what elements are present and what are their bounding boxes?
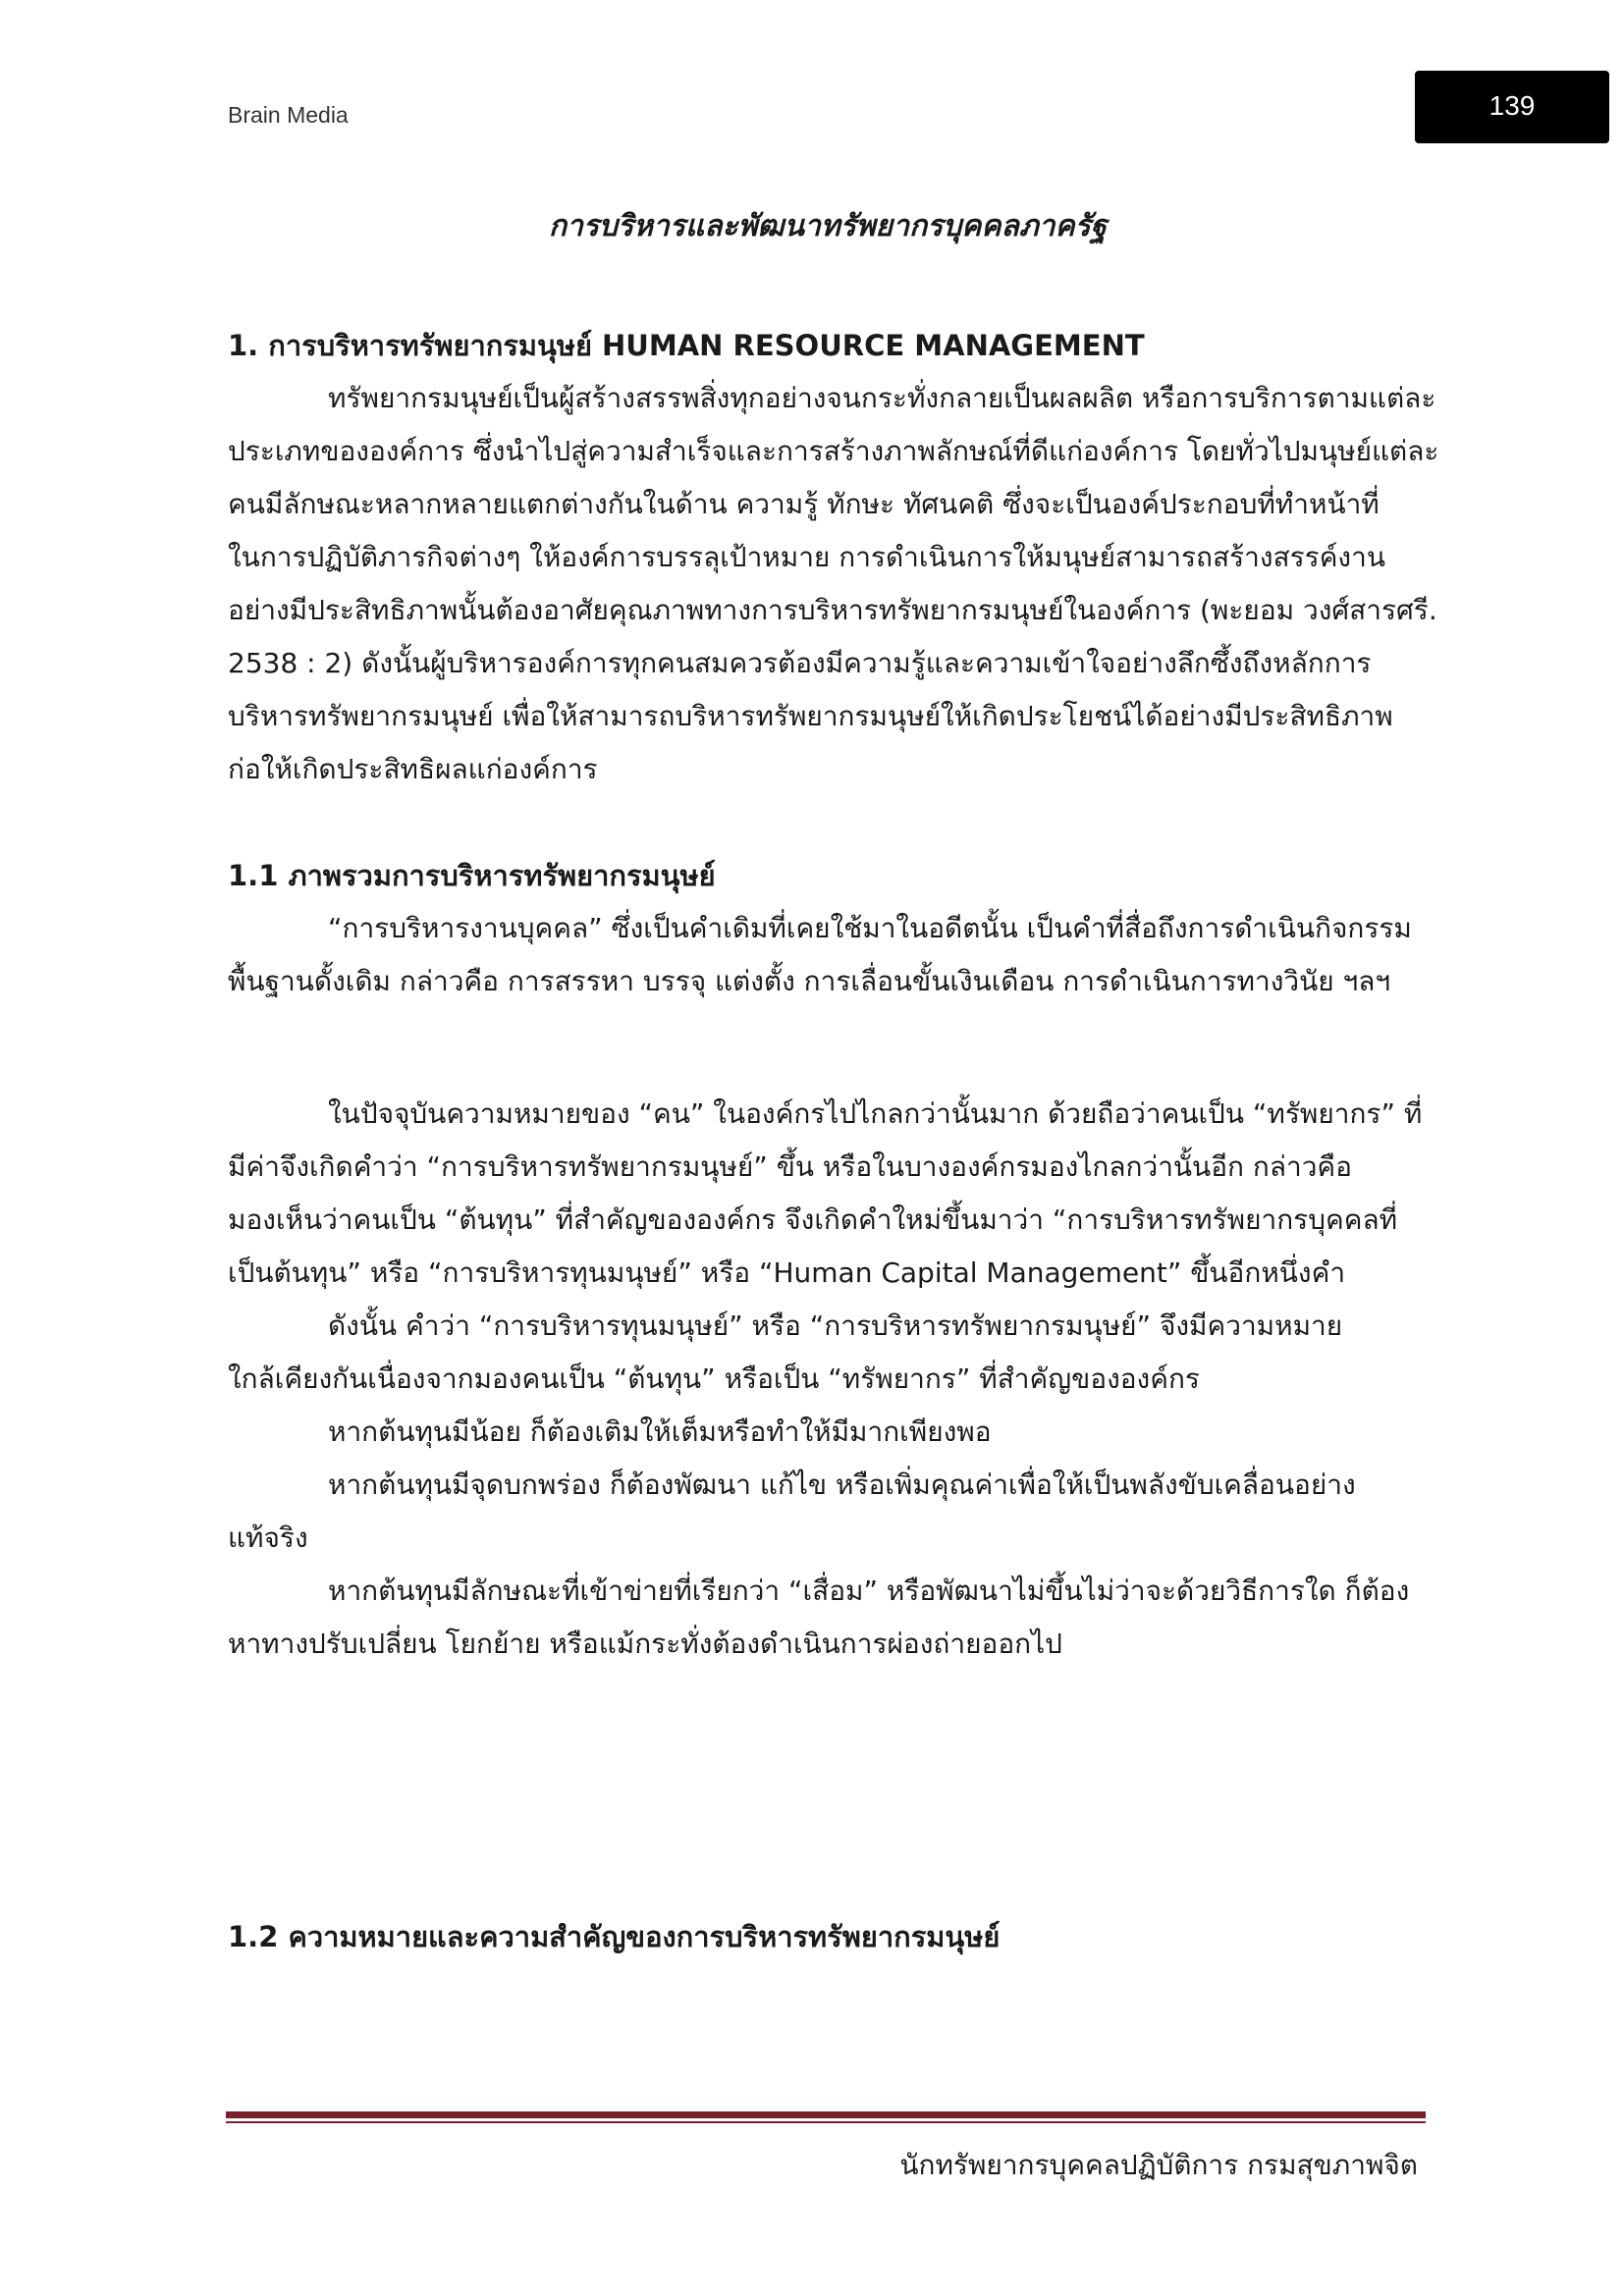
paragraph-line: หาทางปรับเปลี่ยน โยกย้าย หรือแม้กระทั่งต้องดำเนินการผ่องถ่ายออกไป <box>228 1628 1062 1660</box>
paragraph-line: เป็นต้นทุน” หรือ “การบริหารทุนมนุษย์” หรือ “Human Capital Management” ขึ้นอีกหนึ่งคำ <box>228 1256 1346 1289</box>
paragraph-line: ประเภทขององค์การ ซึ่งนำไปสู่ความสำเร็จและการสร้างภาพลักษณ์ที่ดีแก่องค์การ โดยทั่วไปมนุษย์แต่ละ <box>228 435 1439 467</box>
paragraph-line: ก่อให้เกิดประสิทธิผลแก่องค์การ <box>228 753 598 785</box>
page-number-box <box>1415 71 1609 143</box>
footer-text: นักทรัพยากรบุคคลปฏิบัติการ กรมสุขภาพจิต <box>899 2149 1418 2181</box>
paragraph-line: ดังนั้น คำว่า “การบริหารทุนมนุษย์” หรือ “การบริหารทรัพยากรมนุษย์” จึงมีความหมาย <box>328 1309 1343 1342</box>
page-number: 139 <box>1489 90 1536 121</box>
paragraph-line: หากต้นทุนมีลักษณะที่เข้าข่ายที่เรียกว่า “เสื่อม” หรือพัฒนาไม่ขึ้นไม่ว่าจะด้วยวิธีการใด ก็ต้อง <box>328 1575 1410 1607</box>
document-title: การบริหารและพัฒนาทรัพยากรบุคคลภาครัฐ <box>548 209 1108 243</box>
footer-rule-thin <box>226 2121 1426 2123</box>
running-head: Brain Media <box>228 102 349 128</box>
section-1-2-heading: 1.2 ความหมายและความสำคัญของการบริหารทรัพยากรมนุษย์ <box>228 1920 1001 1953</box>
paragraph-line: หากต้นทุนมีจุดบกพร่อง ก็ต้องพัฒนา แก้ไข หรือเพิ่มคุณค่าเพื่อให้เป็นพลังขับเคลื่อนอย่าง <box>328 1468 1356 1501</box>
section-1-1-paragraph-2 <box>228 1088 1428 1671</box>
section-1-1 <box>228 849 1428 1008</box>
footer-rule <box>226 2111 1426 2118</box>
paragraph-line: แท้จริง <box>228 1522 308 1554</box>
paragraph-line: ในการปฏิบัติภารกิจต่างๆ ให้องค์การบรรลุเป้าหมาย การดำเนินการให้มนุษย์สามารถสร้างสรรค์งาน <box>228 541 1385 573</box>
paragraph-line: ในปัจจุบันความหมายของ “คน” ในองค์กรไปไกลกว่านั้นมาก ด้วยถือว่าคนเป็น “ทรัพยากร” ที่ <box>328 1097 1423 1130</box>
section-1 <box>228 319 1439 796</box>
paragraph-line: “การบริหารงานบุคคล” ซึ่งเป็นคำเดิมที่เคยใช้มาในอดีตนั้น เป็นคำที่สื่อถึงการดำเนินกิจกรรม <box>328 912 1412 944</box>
paragraph-line: พื้นฐานดั้งเดิม กล่าวคือ การสรรหา บรรจุ แต่งตั้ง การเลื่อนขั้นเงินเดือน การดำเนินการทางวินัย ฯลฯ <box>228 965 1391 997</box>
paragraph-line: คนมีลักษณะหลากหลายแตกต่างกันในด้าน ความรู้ ทักษะ ทัศนคติ ซึ่งจะเป็นองค์ประกอบที่ทำหน้าที่ <box>228 488 1380 520</box>
paragraph-line: มองเห็นว่าคนเป็น “ต้นทุน” ที่สำคัญขององค์กร จึงเกิดคำใหม่ขึ้นมาว่า “การบริหารทรัพยากรบุคคลที่ <box>228 1203 1398 1236</box>
section-1-1-heading: 1.1 ภาพรวมการบริหารทรัพยากรมนุษย์ <box>228 859 716 892</box>
paragraph-line: อย่างมีประสิทธิภาพนั้นต้องอาศัยคุณภาพทางการบริหารทรัพยากรมนุษย์ในองค์การ (พะยอม วงศ์สารศรี. <box>228 594 1437 626</box>
section-1-2 <box>228 1910 1428 1963</box>
paragraph-line: ใกล้เคียงกันเนื่องจากมองคนเป็น “ต้นทุน” หรือเป็น “ทรัพยากร” ที่สำคัญขององค์กร <box>228 1362 1200 1395</box>
paragraph-line: มีค่าจึงเกิดคำว่า “การบริหารทรัพยากรมนุษย์” ขึ้น หรือในบางองค์กรมองไกลกว่านั้นอีก กล่าวคือ <box>228 1150 1352 1183</box>
section-1-heading: 1. การบริหารทรัพยากรมนุษย์ HUMAN RESOURCE MANAGEMENT <box>228 329 1145 362</box>
paragraph-line: บริหารทรัพยากรมนุษย์ เพื่อให้สามารถบริหารทรัพยากรมนุษย์ให้เกิดประโยชน์ได้อย่างมีประสิทธิภาพ <box>228 700 1393 732</box>
paragraph-line: ทรัพยากรมนุษย์เป็นผู้สร้างสรรพสิ่งทุกอย่างจนกระทั่งกลายเป็นผลผลิต หรือการบริการตามแต่ละ <box>328 382 1436 414</box>
paragraph-line: หากต้นทุนมีน้อย ก็ต้องเติมให้เต็มหรือทำให้มีมากเพียงพอ <box>328 1415 992 1448</box>
paragraph-line: 2538 : 2) ดังนั้นผู้บริหารองค์การทุกคนสมควรต้องมีความรู้และความเข้าใจอย่างลึกซึ้งถึงหลักการ <box>228 647 1372 679</box>
